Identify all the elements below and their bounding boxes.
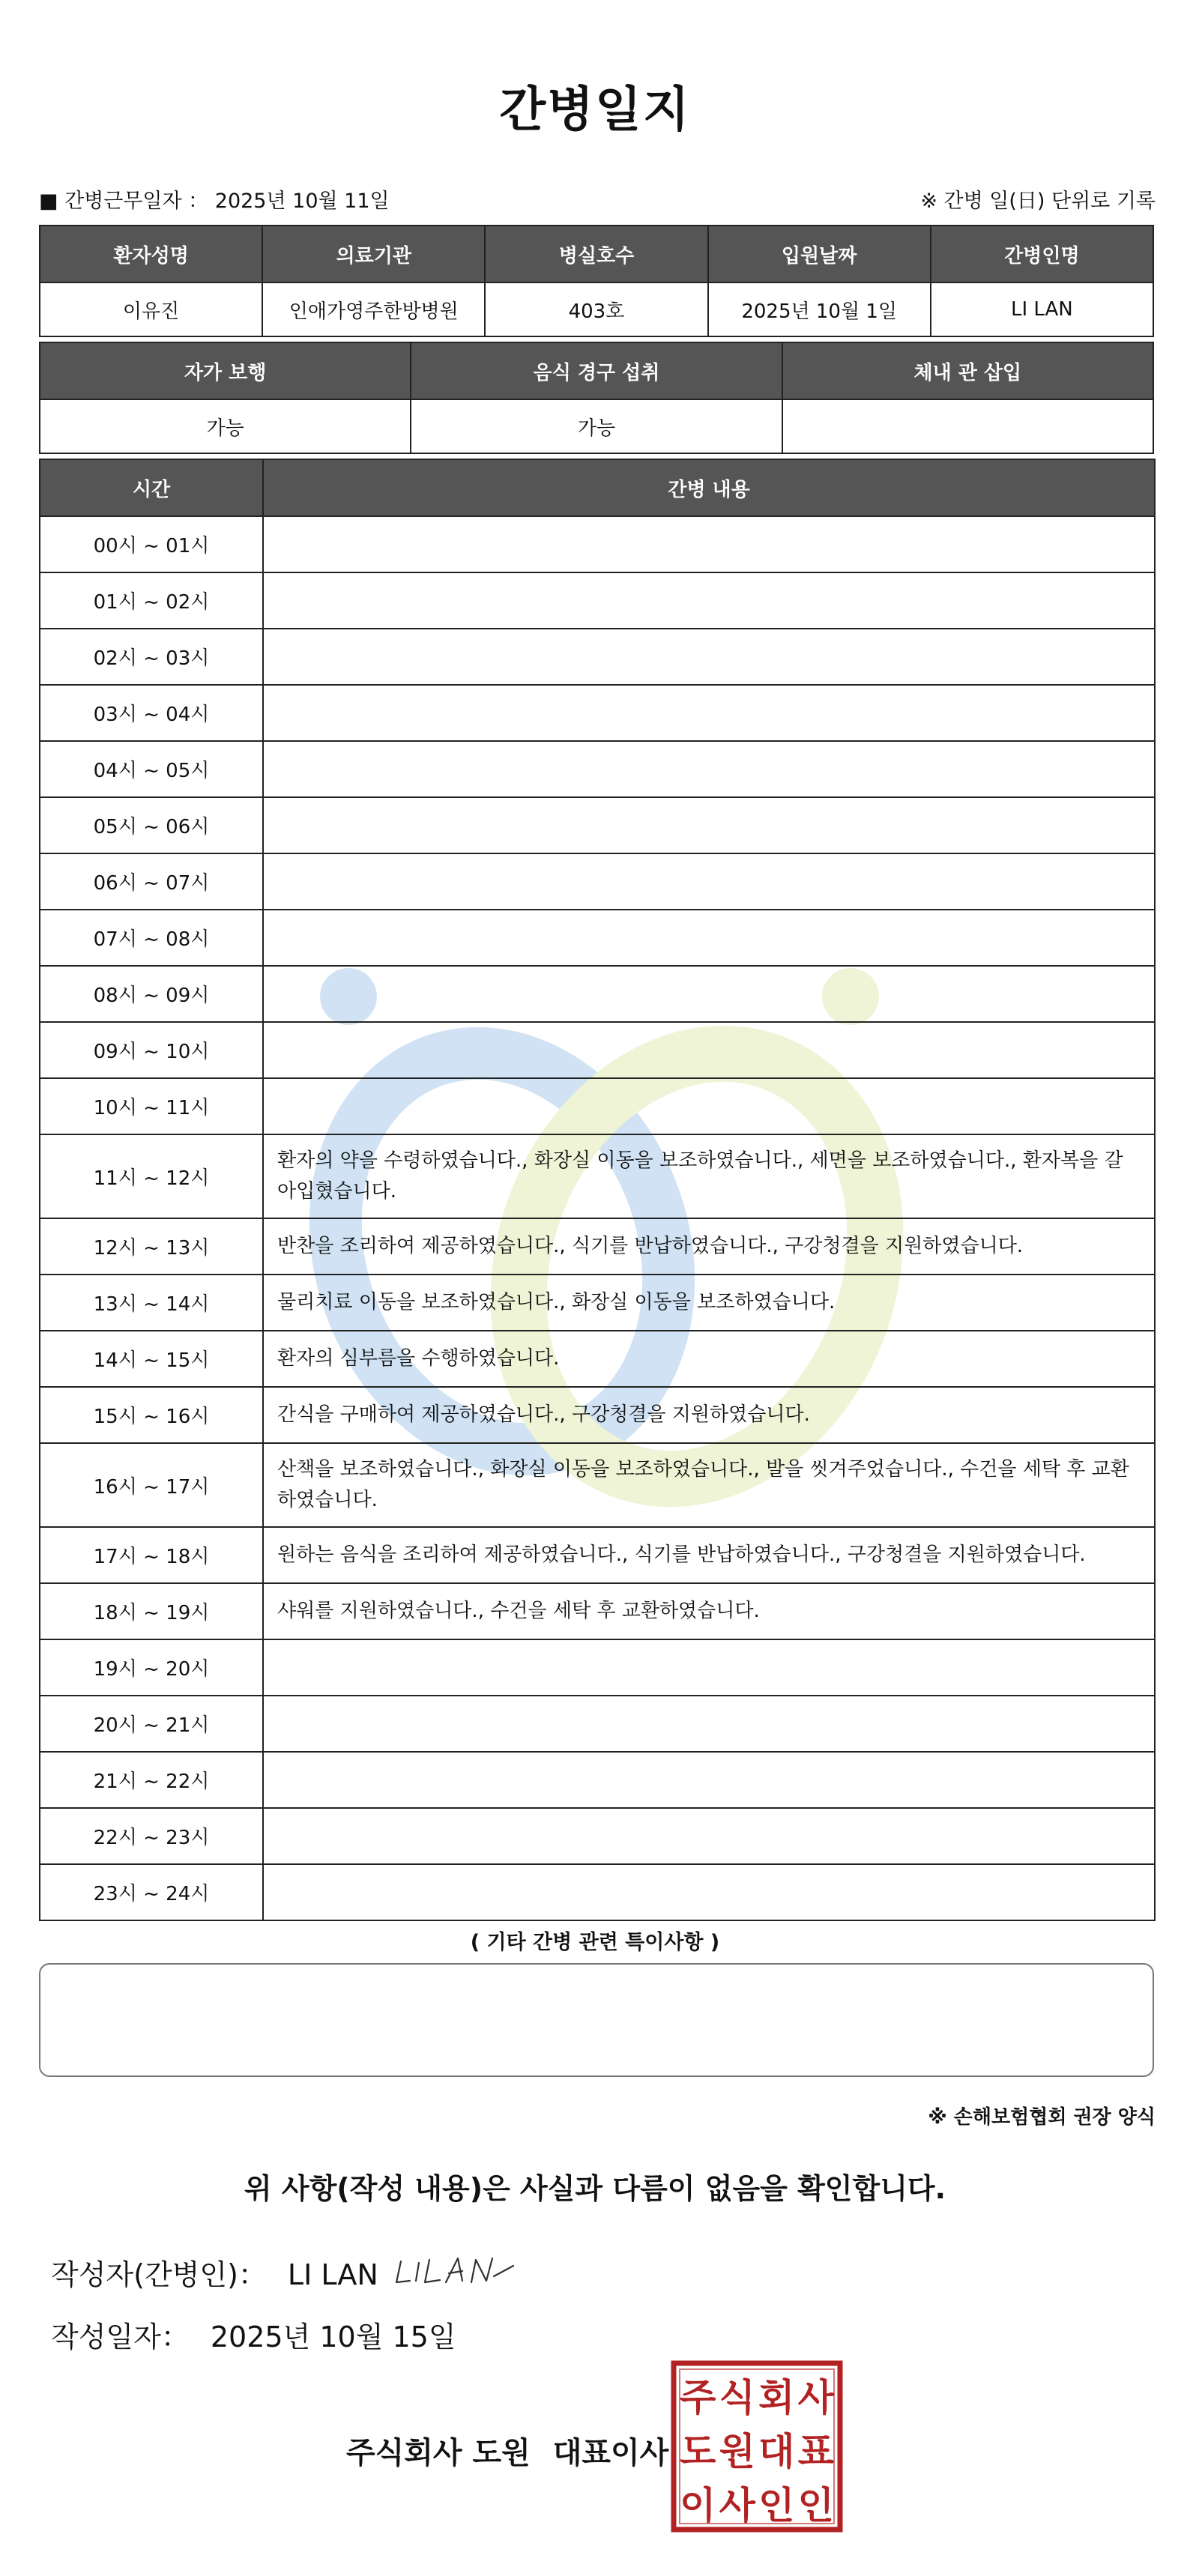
time-slot: 08시 ~ 09시 [40,966,263,1022]
seal-character: 사 [797,2375,834,2419]
header-admission-date: 입원날짜 [708,226,931,282]
time-slot: 02시 ~ 03시 [40,629,263,685]
company-name: 주식회사 도원 [346,2436,531,2470]
care-content: 원하는 음식을 조리하여 제공하였습니다., 식기를 반납하였습니다., 구강청결을 지원하였습니다. [263,1527,1155,1583]
insurance-note: ※ 손해보험협회 권장 양식 [928,2106,1156,2129]
care-log-row [40,1134,1155,1218]
care-content [263,1808,1155,1864]
remarks-box [39,1963,1154,2077]
care-log-row [40,966,1155,1022]
time-slot: 15시 ~ 16시 [40,1387,263,1443]
representative: 대표이사 [552,2436,669,2470]
care-content [263,797,1155,853]
ability-value-row [40,399,1153,453]
care-log-row [40,1752,1155,1808]
time-slot: 17시 ~ 18시 [40,1527,263,1583]
seal-character: 주 [680,2375,716,2419]
care-log-row [40,1527,1155,1583]
time-slot: 16시 ~ 17시 [40,1443,263,1527]
time-slot: 13시 ~ 14시 [40,1275,263,1331]
care-log-row [40,1639,1155,1696]
care-log-row [40,1696,1155,1752]
header-oral-intake: 음식 경구 섭취 [411,342,782,399]
writer-name: LI LAN [287,2258,378,2291]
care-log-row [40,910,1155,966]
care-content: 물리치료 이동을 보조하였습니다., 화장실 이동을 보조하였습니다. [263,1275,1155,1331]
care-content [263,1639,1155,1696]
care-content [263,966,1155,1022]
seal-character: 이 [680,2483,716,2527]
header-hospital: 의료기관 [262,226,485,282]
seal-character: 대 [758,2429,795,2473]
time-slot: 01시 ~ 02시 [40,572,263,629]
caregiver-name: LI LAN [931,282,1153,336]
seal-character: 인 [797,2483,834,2527]
writer-label: 작성자(간병인)： [51,2258,267,2291]
time-slot: 10시 ~ 11시 [40,1078,263,1134]
work-date [39,184,390,214]
work-date-label: ■ 간병근무일자 ： [39,190,209,213]
writer-line [51,2252,378,2293]
seal-character: 원 [719,2429,755,2473]
time-slot: 22시 ~ 23시 [40,1808,263,1864]
care-log-table [39,459,1156,1921]
patient-info-header-row [40,226,1153,282]
care-log-row [40,741,1155,797]
care-content [263,685,1155,741]
care-log-row [40,1583,1155,1639]
patient-info-value-row [40,282,1153,336]
time-slot: 12시 ~ 13시 [40,1218,263,1275]
work-date-value: 2025년 10월 11일 [214,190,390,213]
company-line [346,2429,668,2472]
time-slot: 07시 ~ 08시 [40,910,263,966]
care-log-row [40,1022,1155,1078]
care-log-row [40,516,1155,572]
time-slot: 03시 ~ 04시 [40,685,263,741]
time-slot: 20시 ~ 21시 [40,1696,263,1752]
care-content [263,853,1155,910]
seal-character: 표 [797,2429,834,2473]
care-log-row [40,572,1155,629]
header-caregiver-name: 간병인명 [931,226,1153,282]
document-title: 간병일지 [499,82,691,138]
care-content [263,1078,1155,1134]
care-content: 반찬을 조리하여 제공하였습니다., 식기를 반납하였습니다., 구강청결을 지원하였습니다. [263,1218,1155,1275]
time-slot: 11시 ~ 12시 [40,1134,263,1218]
care-log-row [40,797,1155,853]
time-slot: 06시 ~ 07시 [40,853,263,910]
handwritten-signature [393,2246,521,2291]
seal-character: 사 [719,2483,755,2527]
tube-value [782,399,1153,453]
company-seal [671,2360,843,2533]
patient-info-table [39,225,1154,337]
care-log-row [40,1078,1155,1134]
care-log-row [40,1218,1155,1275]
walking-value: 가능 [40,399,411,453]
care-content: 환자의 심부름을 수행하였습니다. [263,1331,1155,1387]
care-content [263,629,1155,685]
room-number: 403호 [485,282,707,336]
care-log-row [40,1275,1155,1331]
header-walking: 자가 보행 [40,342,411,399]
oral-intake-value: 가능 [411,399,782,453]
time-slot: 09시 ~ 10시 [40,1022,263,1078]
care-log-row [40,629,1155,685]
time-slot: 04시 ~ 05시 [40,741,263,797]
written-date-label: 작성일자： [51,2320,190,2353]
time-slot: 05시 ~ 06시 [40,797,263,853]
confirm-statement: 위 사항(작성 내용)은 사실과 다름이 없음을 확인합니다. [244,2172,946,2205]
written-date-line [51,2314,456,2355]
time-slot: 14시 ~ 15시 [40,1331,263,1387]
seal-character: 식 [719,2375,755,2419]
remarks-title: ( 기타 간병 관련 특이사항 ) [470,1931,720,1954]
header-tube: 체내 관 삽입 [782,342,1153,399]
time-slot: 18시 ~ 19시 [40,1583,263,1639]
header-room: 병실호수 [485,226,707,282]
care-log-row [40,1443,1155,1527]
written-date: 2025년 10월 15일 [210,2320,456,2353]
time-slot: 00시 ~ 01시 [40,516,263,572]
care-log-row [40,1808,1155,1864]
header-care-content: 간병 내용 [263,459,1155,516]
time-slot: 21시 ~ 22시 [40,1752,263,1808]
care-log-row [40,1331,1155,1387]
care-content: 샤워를 지원하였습니다., 수건을 세탁 후 교환하였습니다. [263,1583,1155,1639]
care-log-row [40,685,1155,741]
care-log-row [40,1387,1155,1443]
seal-character: 도 [680,2429,716,2473]
ability-table [39,342,1154,454]
ability-header-row [40,342,1153,399]
care-content [263,1752,1155,1808]
care-content: 환자의 약을 수령하였습니다., 화장실 이동을 보조하였습니다., 세면을 보조하였습니다., 환자복을 갈아입혔습니다. [263,1134,1155,1218]
care-content [263,1696,1155,1752]
patient-name: 이유진 [40,282,262,336]
seal-character: 회 [758,2375,795,2419]
care-content [263,910,1155,966]
header-time: 시간 [40,459,263,516]
hospital: 인애가영주한방병원 [262,282,485,336]
care-content: 간식을 구매하여 제공하였습니다., 구강청결을 지원하였습니다. [263,1387,1155,1443]
header-patient-name: 환자성명 [40,226,262,282]
care-content [263,741,1155,797]
admission-date: 2025년 10월 1일 [708,282,931,336]
care-content: 산책을 보조하였습니다., 화장실 이동을 보조하였습니다., 발을 씻겨주었습니다., 수건을 세탁 후 교환하였습니다. [263,1443,1155,1527]
care-log-row [40,1864,1155,1920]
care-content [263,1022,1155,1078]
time-slot: 19시 ~ 20시 [40,1639,263,1696]
care-content [263,1864,1155,1920]
care-content [263,572,1155,629]
unit-note: ※ 간병 일(日) 단위로 기록 [920,190,1156,213]
care-log-row [40,853,1155,910]
care-log-header-row [40,459,1155,516]
care-content [263,516,1155,572]
seal-character: 인 [758,2483,795,2527]
time-slot: 23시 ~ 24시 [40,1864,263,1920]
